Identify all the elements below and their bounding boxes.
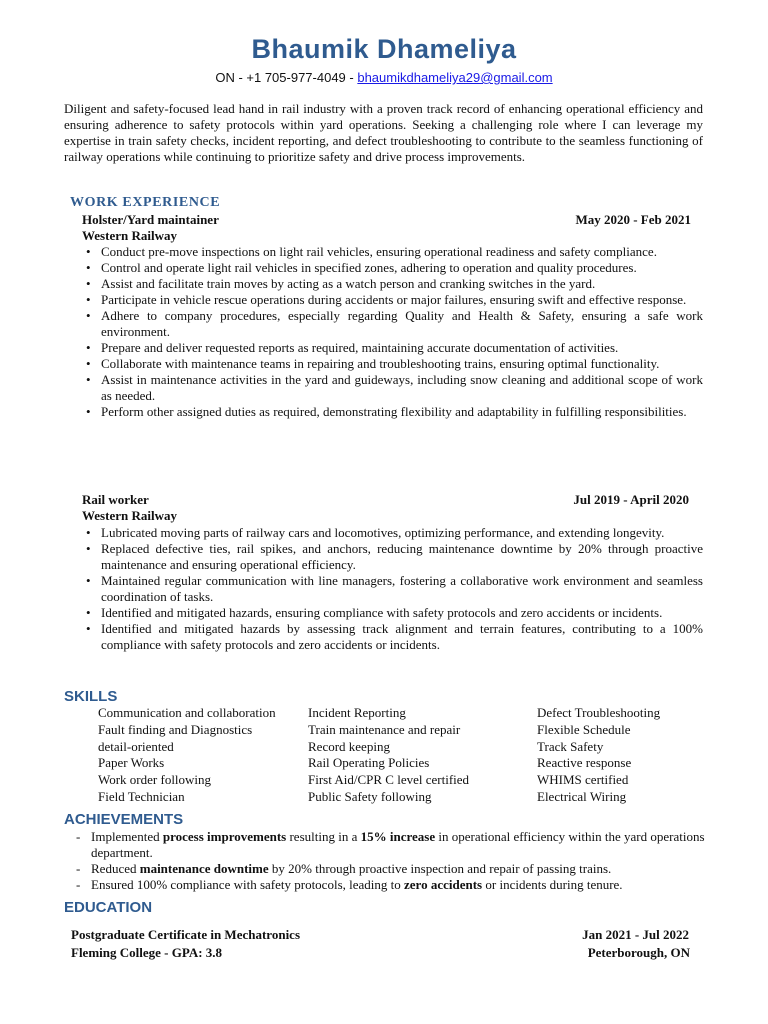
achievements-list [72,829,712,893]
job-duties-list [82,525,703,653]
skill-item: Flexible Schedule [537,721,631,737]
email-link[interactable]: bhaumikdhameliya29@gmail.com [357,70,553,85]
summary-paragraph: Diligent and safety-focused lead hand in rail industry with a proven track record of enhancing operational efficiency and ensuring adherence to safety protocols within yard operations. Seeking a challenging role where I can leverage my expertise in train safety checks, incident reporting, and defect troubleshooting to contribute to the seamless functioning of railway operations while continuing to prioritize safety and drive process improvements. [64,101,703,164]
contact-line [0,70,768,85]
skills-row [98,739,708,756]
list-item: - Ensured 100% compliance with safety protocols, leading to zero accidents or incidents during tenure. [72,877,712,893]
list-item: • Participate in vehicle rescue operations during accidents or major failures, ensuring swift and effective response. [82,292,703,308]
list-item: - Reduced maintenance downtime by 20% through proactive inspection and repair of passing trains. [72,861,712,877]
skills-row [98,755,708,772]
skill-item: Reactive response [537,755,632,771]
skill-item: Work order following [98,772,212,788]
list-item: • Conduct pre-move inspections on light rail vehicles, ensuring operational readiness and safety compliance. [82,244,703,260]
list-item: • Control and operate light rail vehicles in specified zones, adhering to operation and quality procedures. [82,260,703,276]
work-experience-heading: WORK EXPERIENCE [70,195,221,210]
list-item: • Adhere to company procedures, especially regarding Quality and Health & Safety, ensuring a safe work environment. [82,308,703,340]
skill-item: WHIMS certified [537,772,629,788]
achievements-heading: ACHIEVEMENTS [64,811,184,828]
education-degree: Postgraduate Certificate in Mechatronics [71,927,301,942]
list-item: - Implemented process improvements resulting in a 15% increase in operational efficiency within the yard operations department. [72,829,712,861]
skill-item: Field Technician [98,788,185,804]
skill-item: Rail Operating Policies [308,755,430,771]
job-title: Rail worker [82,492,149,507]
skill-item: First Aid/CPR C level certified [308,772,470,788]
skills-row [98,772,708,789]
job-title: Holster/Yard maintainer [82,212,219,227]
skill-item: Communication and collaboration [98,705,276,720]
skill-item: detail-oriented [98,738,174,754]
list-item: • Replaced defective ties, rail spikes, and anchors, reducing maintenance downtime by 20% through proactive maintenance and ensuring operational efficiency. [82,541,703,573]
skills-heading: SKILLS [64,688,118,705]
job-duties-list [82,244,703,420]
contact-phone: ON - +1 705-977-4049 - [215,70,358,85]
job-company: Western Railway [82,228,177,243]
list-item: • Assist and facilitate train moves by acting as a watch person and cranking switches in the yard. [82,276,703,292]
skill-item: Track Safety [537,738,604,754]
skill-item: Train maintenance and repair [308,721,461,737]
list-item: • Maintained regular communication with line managers, fostering a collaborative work environment and seamless coordination of tasks. [82,573,703,605]
candidate-name: Bhaumik Dhameliya [251,34,517,64]
skill-item: Paper Works [98,755,165,771]
skill-item: Electrical Wiring [537,788,627,804]
skill-item: Public Safety following [308,788,432,804]
education-location: Peterborough, ON [587,945,690,960]
skill-item: Defect Troubleshooting [537,705,661,720]
skill-item: Incident Reporting [308,705,406,720]
skill-item: Record keeping [308,738,390,754]
skills-row [98,789,708,806]
job-dates: Jul 2019 - April 2020 [573,492,689,507]
job-dates: May 2020 - Feb 2021 [575,212,691,227]
list-item: • Assist in maintenance activities in the yard and guideways, including snow cleaning and additional scope of work as needed. [82,372,703,404]
education-dates: Jan 2021 - Jul 2022 [582,927,689,942]
list-item: • Collaborate with maintenance teams in repairing and troubleshooting trains, ensuring optimal functionality. [82,356,703,372]
skills-row [98,722,708,739]
skills-table [98,705,708,806]
list-item: • Identified and mitigated hazards, ensuring compliance with safety protocols and zero accidents or incidents. [82,605,703,621]
skill-item: Fault finding and Diagnostics [98,721,253,737]
list-item: • Prepare and deliver requested reports as required, maintaining accurate documentation of activities. [82,340,703,356]
list-item: • Identified and mitigated hazards by assessing track alignment and terrain features, contributing to a 100% compliance with safety protocols and zero accidents or incidents. [82,621,703,653]
education-school: Fleming College - GPA: 3.8 [71,945,223,960]
skills-row [98,705,708,722]
job-company: Western Railway [82,508,177,523]
list-item: • Lubricated moving parts of railway cars and locomotives, optimizing performance, and extending longevity. [82,525,703,541]
list-item: • Perform other assigned duties as required, demonstrating flexibility and adaptability in fulfilling responsibilities. [82,404,703,420]
education-heading: EDUCATION [64,899,153,916]
